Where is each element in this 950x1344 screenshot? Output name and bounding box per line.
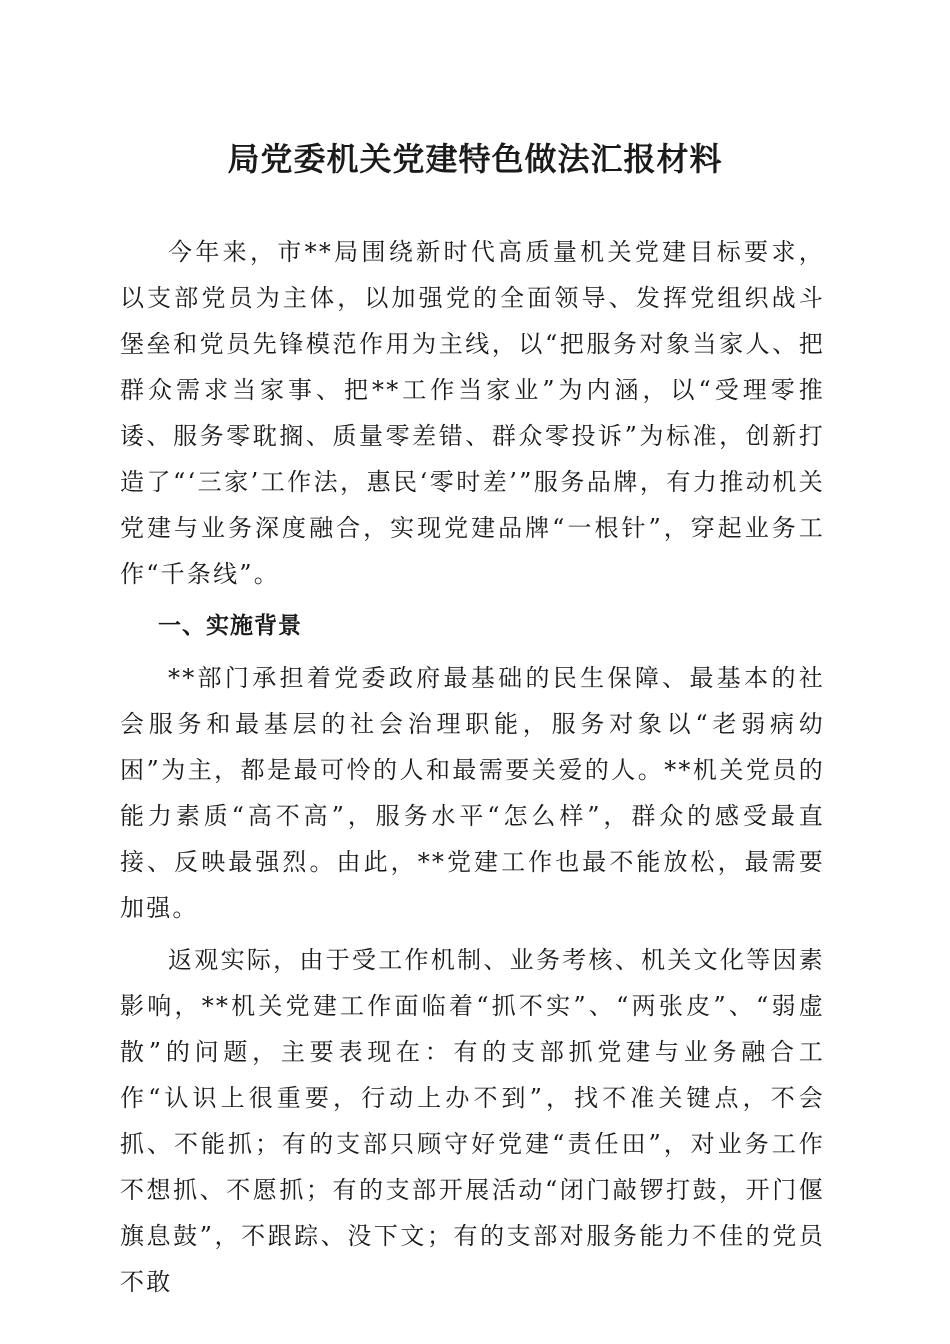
background-paragraph-1: **部门承担着党委政府最基础的民生保障、最基本的社会服务和最基层的社会治理职能，服务对象以“老弱病幼困”为主，都是最可怜的人和最需要关爱的人。**机关党员的能力素质“高不高”，服务水平“怎么样”，群众的感受最直接、反映最强烈。由此，**党建工作也最不能放松，最需要加强。 xyxy=(120,664,825,922)
section-heading-background: 一、实施背景 xyxy=(158,613,302,639)
background-paragraph-2: 返观实际，由于受工作机制、业务考核、机关文化等因素影响，**机关党建工作面临着“抓不实”、“两张皮”、“弱虚散”的问题，主要表现在：有的支部抓党建与业务融合工作“认识上很重要，行动上办不到”，找不准关键点，不会抓、不能抓；有的支部只顾守好党建“责任田”，对业务工作不想抓、不愿抓；有的支部开展活动“闭门敲锣打鼓，开门偃旗息鼓”，不跟踪、没下文；有的支部对服务能力不佳的党员不敢 xyxy=(120,946,825,1296)
document-title: 局党委机关党建特色做法汇报材料 xyxy=(227,140,723,178)
document-body xyxy=(120,229,825,1305)
intro-paragraph: 今年来，市**局围绕新时代高质量机关党建目标要求，以支部党员为主体，以加强党的全面领导、发挥党组织战斗堡垒和党员先锋模范作用为主线，以“把服务对象当家人、把群众需求当家事、把**工作当家业”为内涵，以“受理零推诿、服务零耽搁、质量零差错、群众零投诉”为标准，创新打造了“‘三家’工作法，惠民‘零时差’”服务品牌，有力推动机关党建与业务深度融合，实现党建品牌“一根针”，穿起业务工作“千条线”。 xyxy=(120,238,825,588)
